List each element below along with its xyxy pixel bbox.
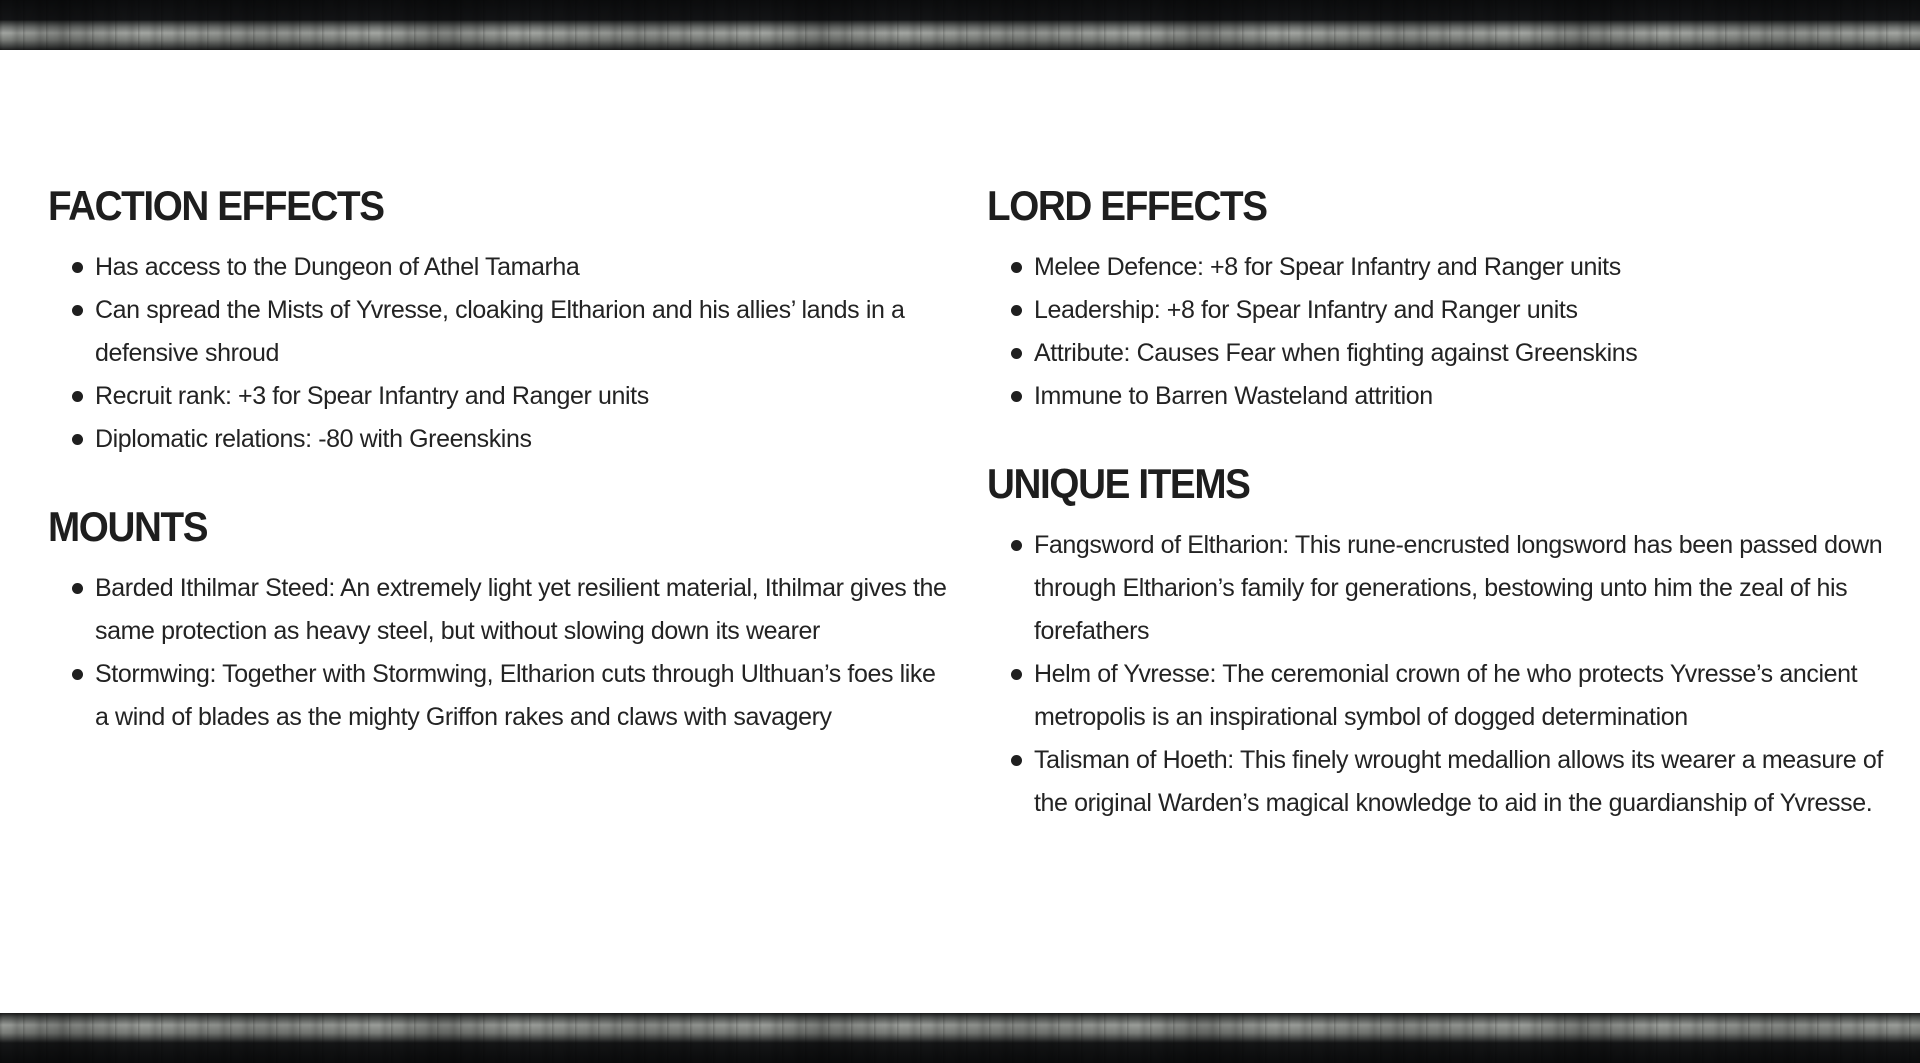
bullet-icon (72, 583, 83, 594)
list-item (987, 375, 1897, 418)
faction-effects-list (48, 246, 948, 461)
list-item (48, 418, 948, 461)
bullet-icon (72, 305, 83, 316)
list-item-text: Recruit rank: +3 for Spear Infantry and Ranger units (95, 382, 649, 410)
list-item-text: Diplomatic relations: -80 with Greenskins (95, 425, 532, 453)
right-column (987, 178, 1897, 863)
list-item (987, 332, 1897, 375)
mounts-list (48, 567, 948, 739)
bullet-icon (1011, 391, 1022, 402)
list-item (987, 739, 1897, 825)
list-item-text: Melee Defence: +8 for Spear Infantry and Ranger units (1034, 253, 1621, 281)
list-item-text: Helm of Yvresse: The ceremonial crown of he who protects Yvresse’s ancient metropolis is an inspirational symbol of dogged determination (1034, 660, 1858, 731)
list-item-text: Stormwing: Together with Stormwing, Eltharion cuts through Ulthuan’s foes like a wind of blades as the mighty Griffon rakes and claws with savagery (95, 660, 936, 731)
list-item-text: Attribute: Causes Fear when fighting against Greenskins (1034, 339, 1638, 367)
list-item (48, 653, 948, 739)
lord-effects-section (987, 178, 1897, 418)
list-item-text: Fangsword of Eltharion: This rune-encrusted longsword has been passed down through Eltharion’s family for generations, bestowing unto him the zeal of his forefathers (1034, 531, 1883, 645)
list-item (48, 375, 948, 418)
bottom-frame-texture (0, 1013, 1920, 1063)
mounts-title: MOUNTS (48, 503, 208, 550)
unique-items-title: UNIQUE ITEMS (987, 460, 1250, 507)
list-item (987, 289, 1897, 332)
list-item (987, 246, 1897, 289)
mounts-section (48, 499, 948, 739)
top-frame-bar (0, 0, 1920, 50)
list-item (48, 567, 948, 653)
lord-effects-title: LORD EFFECTS (987, 182, 1267, 229)
unique-items-list (987, 524, 1897, 825)
bullet-icon (1011, 669, 1022, 680)
list-item (987, 524, 1897, 653)
bullet-icon (1011, 348, 1022, 359)
list-item (987, 653, 1897, 739)
bullet-icon (72, 391, 83, 402)
bullet-icon (1011, 755, 1022, 766)
unique-items-section (987, 456, 1897, 825)
list-item-text: Leadership: +8 for Spear Infantry and Ranger units (1034, 296, 1578, 324)
list-item-text: Immune to Barren Wasteland attrition (1034, 382, 1433, 410)
list-item-text: Has access to the Dungeon of Athel Tamarha (95, 253, 580, 281)
bullet-icon (1011, 262, 1022, 273)
bottom-frame-bar (0, 1013, 1920, 1063)
list-item-text: Talisman of Hoeth: This finely wrought medallion allows its wearer a measure of the original Warden’s magical knowledge to aid in the guardianship of Yvresse. (1034, 746, 1883, 817)
top-frame-texture (0, 0, 1920, 50)
bullet-icon (72, 262, 83, 273)
bullet-icon (1011, 305, 1022, 316)
list-item (48, 289, 948, 375)
lord-effects-list (987, 246, 1897, 418)
left-column (48, 178, 948, 777)
list-item-text: Barded Ithilmar Steed: An extremely light yet resilient material, Ithilmar gives the same protection as heavy steel, but without slowing down its wearer (95, 574, 947, 645)
bullet-icon (72, 669, 83, 680)
faction-effects-section (48, 178, 948, 461)
faction-effects-title: FACTION EFFECTS (48, 182, 384, 229)
list-item-text: Can spread the Mists of Yvresse, cloaking Eltharion and his allies’ lands in a defensive shroud (95, 296, 905, 367)
bullet-icon (1011, 540, 1022, 551)
bullet-icon (72, 434, 83, 445)
list-item (48, 246, 948, 289)
